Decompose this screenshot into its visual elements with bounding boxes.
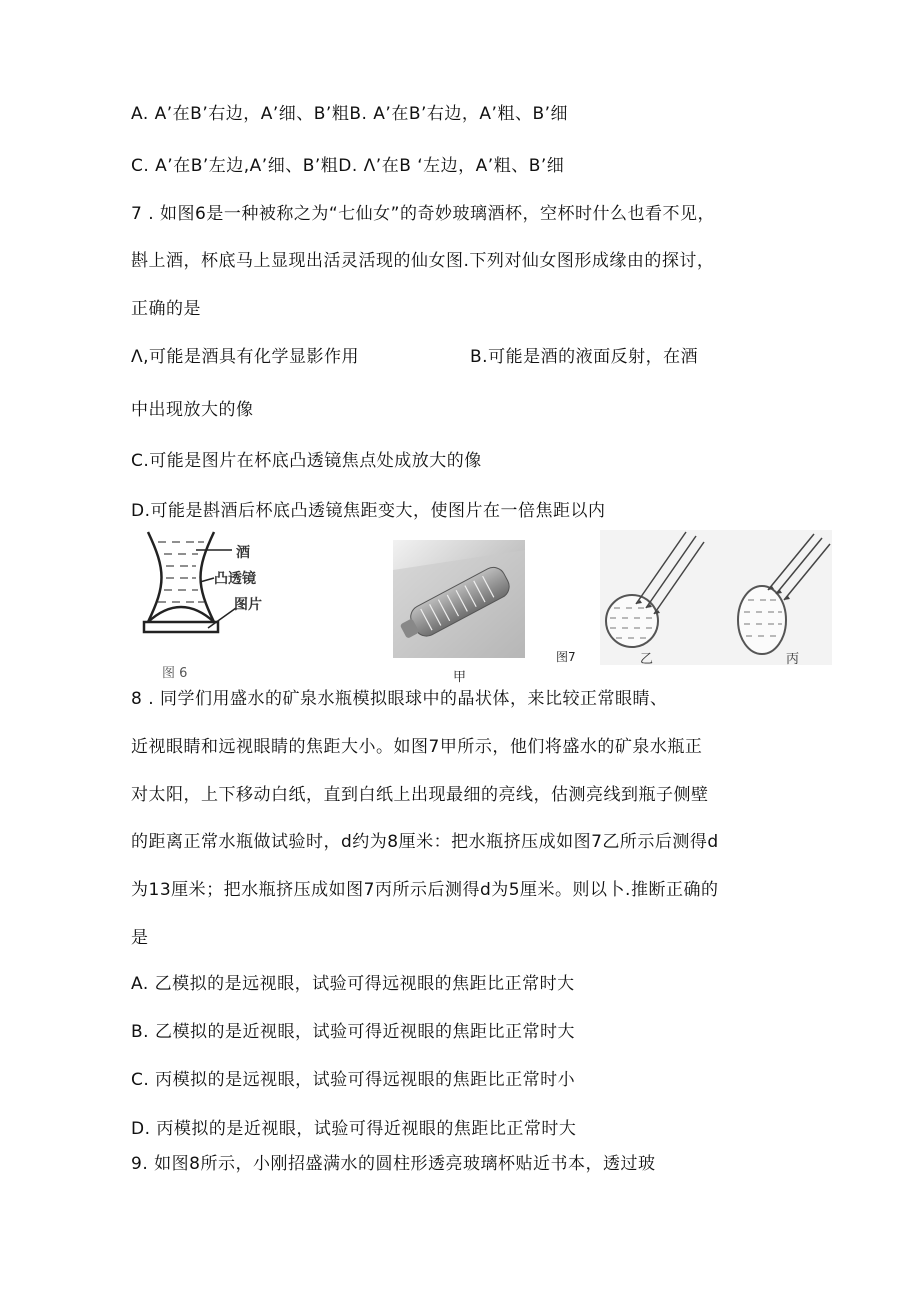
q9-stem-line1: 9. 如图8所示，小刚招盛满水的圆柱形透亮玻璃杯贴近书本，透过玻 — [131, 1154, 656, 1174]
q7-option-d: D.可能是斟酒后杯底凸透镜焦距变大，使图片在一倍焦距以内 — [131, 501, 606, 521]
q6-options-cd: C. A’在B’左边,A’细、B’粗D. Λ’在B ‘左边，A’粗、B’细 — [131, 156, 565, 176]
q7-stem-line2: 斟上酒，杯底马上显现出活灵活现的仙女图.下列对仙女图形成缘由的探讨， — [131, 251, 715, 271]
figure-7-yi-label: 乙 — [640, 652, 654, 667]
q8-stem-line6: 是 — [131, 928, 149, 948]
q7-stem-line3: 正确的是 — [131, 299, 201, 319]
q8-option-a: A. 乙模拟的是远视眼，试验可得远视眼的焦距比正常时大 — [131, 974, 575, 994]
label-convex-lens: 凸透镜 — [214, 571, 256, 587]
figure-6-caption: 图 6 — [162, 666, 188, 681]
label-wine: 酒 — [236, 545, 250, 561]
q8-option-d: D. 丙模拟的是近视眼，试验可得近视眼的焦距比正常时大 — [131, 1119, 577, 1139]
q8-option-c: C. 丙模拟的是远视眼，试验可得远视眼的焦距比正常时小 — [131, 1070, 576, 1090]
q8-stem-line2: 近视眼睛和远视眼睛的焦距大小。如图7甲所示，他们将盛水的矿泉水瓶正 — [131, 737, 703, 757]
q8-stem-line1: 8 . 同学们用盛水的矿泉水瓶模拟眼球中的晶状体，来比较正常眼睛、 — [131, 689, 668, 709]
q6-options-ab: A. A’在B’右边，A’细、B’粗B. A’在B’右边，A’粗、B’细 — [131, 104, 569, 124]
q7-stem-line1: 7 . 如图6是一种被称之为“七仙女”的奇妙玻璃酒杯，空杯时什么也看不见， — [131, 204, 715, 224]
q8-stem-line4: 的距离正常水瓶做试验时，d约为8厘米：把水瓶挤压成如图7乙所示后测得d — [131, 832, 719, 852]
wine-glass-diagram — [136, 530, 296, 680]
q7-option-b-cont: 中出现放大的像 — [131, 400, 254, 420]
q8-stem-line5: 为13厘米；把水瓶挤压成如图7丙所示后测得d为5厘米。则以卜.推断正确的 — [131, 880, 719, 900]
figure-7-jia-label: 甲 — [453, 670, 467, 685]
figure-7-yi-bing — [600, 530, 832, 665]
figure-7-bing-label: 丙 — [786, 652, 800, 667]
q8-option-b: B. 乙模拟的是近视眼，试验可得近视眼的焦距比正常时大 — [131, 1022, 575, 1042]
q7-option-b: B.可能是酒的液面反射，在酒 — [470, 347, 699, 367]
q7-option-a: Λ,可能是酒具有化学显影作用 — [131, 347, 360, 367]
label-picture: 图片 — [234, 597, 262, 613]
figure-6 — [136, 530, 296, 680]
shape-yi — [606, 532, 704, 647]
bottle-photo — [393, 540, 525, 658]
shape-bing — [738, 534, 830, 654]
q7-option-c: C.可能是图片在杯底凸透镜焦点处成放大的像 — [131, 451, 482, 471]
figure-7-jia-photo — [393, 540, 525, 658]
q8-stem-line3: 对太阳，上下移动白纸，直到白纸上出现最细的亮线，估测亮线到瓶子侧壁 — [131, 785, 709, 805]
figure-7-caption: 图7 — [556, 650, 576, 664]
bottle-shape-diagrams — [600, 530, 832, 665]
